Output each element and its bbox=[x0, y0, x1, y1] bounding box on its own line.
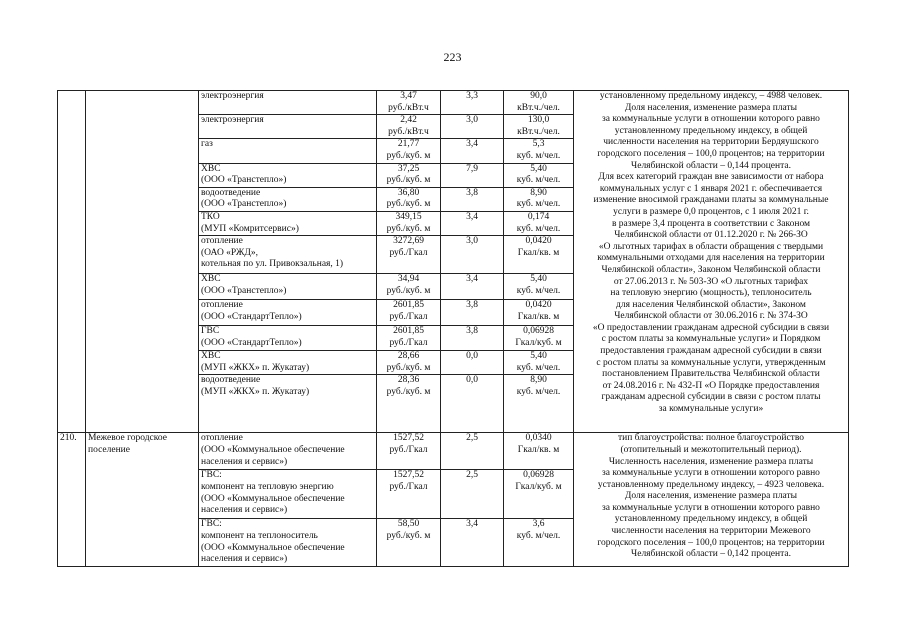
index-cell: 0,0 bbox=[441, 375, 504, 433]
index-cell: 0,0 bbox=[441, 351, 504, 375]
tariff-cell: 2601,85 руб./Гкал bbox=[377, 300, 441, 326]
norm-cell: 0,06928 Гкал/куб. м bbox=[504, 470, 574, 519]
index-cell: 3,8 bbox=[441, 326, 504, 351]
service-cell: электроэнергия bbox=[199, 91, 377, 115]
service-cell: ГВС: компонент на теплоноситель (ООО «Коммунальное обеспечение населения и сервис») bbox=[199, 519, 377, 566]
index-cell: 3,8 bbox=[441, 300, 504, 326]
tariff-table bbox=[57, 90, 849, 567]
tariff-cell: 349,15 руб./куб. м bbox=[377, 211, 441, 235]
settlement-name: Межевое городское поселение bbox=[86, 433, 199, 566]
index-cell: 3,8 bbox=[441, 187, 504, 211]
service-cell: отопление (ООО «Коммунальное обеспечение населения и сервис») bbox=[199, 433, 377, 470]
info-cell: тип благоустройства: полное благоустройство (отопительный и межотопительный период). Численность населения, изменение размера платы за коммунальные услуги в отношении которого равно установленному предельному индексу, – 4923 человека. Доля населения, изменение размера платы за коммунальные услуги в отношении которого равно установленному предельному индексу, в общей численности населения на территории Межевого городского поселения – 100,0 процентов; на территории Челябинской области – 0,142 процента. bbox=[574, 433, 849, 566]
norm-cell: 8,90 куб. м/чел. bbox=[504, 375, 574, 433]
service-cell: электроэнергия bbox=[199, 115, 377, 139]
norm-cell: 0,174 куб. м/чел. bbox=[504, 211, 574, 235]
norm-cell: 0,0420 Гкал/кв. м bbox=[504, 300, 574, 326]
tariff-cell: 2601,85 руб./Гкал bbox=[377, 326, 441, 351]
service-cell: отопление (ООО «СтандартТепло») bbox=[199, 300, 377, 326]
service-cell: ГВС: компонент на тепловую энергию (ООО «Коммунальное обеспечение населения и сервис») bbox=[199, 470, 377, 519]
index-cell: 3,4 bbox=[441, 519, 504, 566]
norm-cell: 130,0 кВт.ч./чел. bbox=[504, 115, 574, 139]
norm-cell: 90,0 кВт.ч./чел. bbox=[504, 91, 574, 115]
index-cell: 3,4 bbox=[441, 139, 504, 163]
tariff-cell: 2,42 руб./кВт.ч bbox=[377, 115, 441, 139]
index-cell: 3,3 bbox=[441, 91, 504, 115]
service-cell: ГВС (ООО «СтандартТепло») bbox=[199, 326, 377, 351]
norm-cell: 5,40 куб. м/чел. bbox=[504, 274, 574, 300]
table-row bbox=[58, 91, 849, 115]
service-cell: ТКО (МУП «Комритсервис») bbox=[199, 211, 377, 235]
page-number: 223 bbox=[443, 50, 462, 64]
tariff-cell: 58,50 руб./куб. м bbox=[377, 519, 441, 566]
tariff-cell: 1527,52 руб./Гкал bbox=[377, 470, 441, 519]
index-cell: 3,0 bbox=[441, 115, 504, 139]
norm-cell: 0,0340 Гкал/кв. м bbox=[504, 433, 574, 470]
tariff-cell: 36,80 руб./куб. м bbox=[377, 187, 441, 211]
tariff-cell: 28,66 руб./куб. м bbox=[377, 351, 441, 375]
settlement-name-cell bbox=[86, 91, 199, 433]
norm-cell: 5,3 куб. м/чел. bbox=[504, 139, 574, 163]
norm-cell: 5,40 куб. м/чел. bbox=[504, 163, 574, 187]
index-cell: 3,4 bbox=[441, 211, 504, 235]
service-cell: отопление (ОАО «РЖД», котельная по ул. Привокзальная, 1) bbox=[199, 236, 377, 274]
tariff-cell: 21,77 руб./куб. м bbox=[377, 139, 441, 163]
tariff-cell: 34,94 руб./куб. м bbox=[377, 274, 441, 300]
index-cell: 2,5 bbox=[441, 470, 504, 519]
index-cell: 7,9 bbox=[441, 163, 504, 187]
tariff-cell: 3272,69 руб./Гкал bbox=[377, 236, 441, 274]
norm-cell: 5,40 куб. м/чел. bbox=[504, 351, 574, 375]
info-cell: установленному предельному индексу, – 4988 человек. Доля населения, изменение размера платы за коммунальные услуги в отношении которого равно установленному предельному индексу, в общей численности населения на территории Бердяушского городского поселения – 100,0 процентов; на территории Челябинской области – 0,144 процента. Для всех категорий граждан вне зависимости от набора коммунальных услуг с 1 января 2021 г. обеспечивается изменение вносимой гражданами платы за коммунальные услуги в размере 0,0 процентов, с 1 июля 2021 г. в размере 3,4 процента в соответствии с Законом Челябинской области от 01.12.2020 г. № 266-ЗО «О льготных тарифах в области обращения с твердыми коммунальными отходами для населения на территории Челябинской области», Законом Челябинской области от 27.06.2013 г. № 503-ЗО «О льготных тарифах на тепловую энергию (мощность), теплоноситель для населения Челябинской области», Законом Челябинской области от 30.06.2016 г. № 374-ЗО «О предоставлении гражданам адресной субсидии в связи с ростом платы за коммунальные услуги» и Порядком предоставления гражданам адресной субсидии в связи с ростом платы за коммунальные услуги, утвержденным постановлением Правительства Челябинской области от 24.08.2016 г. № 432-П «О Порядке предоставления гражданам адресной субсидии в связи с ростом платы за коммунальные услуги» bbox=[574, 91, 849, 433]
row-number: 210. bbox=[58, 433, 86, 566]
tariff-cell: 3,47 руб./кВт.ч bbox=[377, 91, 441, 115]
service-cell: водоотведение (ООО «Транстепло») bbox=[199, 187, 377, 211]
service-cell: ХВС (ООО «Транстепло») bbox=[199, 274, 377, 300]
norm-cell: 0,0420 Гкал/кв. м bbox=[504, 236, 574, 274]
row-number-cell bbox=[58, 91, 86, 433]
norm-cell: 8,90 куб. м/чел. bbox=[504, 187, 574, 211]
table-row bbox=[58, 433, 849, 470]
service-cell: газ bbox=[199, 139, 377, 163]
service-cell: ХВС (МУП «ЖКХ» п. Жукатау) bbox=[199, 351, 377, 375]
norm-cell: 3,6 куб. м/чел. bbox=[504, 519, 574, 566]
service-cell: водоотведение (МУП «ЖКХ» п. Жукатау) bbox=[199, 375, 377, 433]
tariff-cell: 28,36 руб./куб. м bbox=[377, 375, 441, 433]
index-cell: 3,0 bbox=[441, 236, 504, 274]
tariff-cell: 1527,52 руб./Гкал bbox=[377, 433, 441, 470]
service-cell: ХВС (ООО «Транстепло») bbox=[199, 163, 377, 187]
index-cell: 3,4 bbox=[441, 274, 504, 300]
tariff-cell: 37,25 руб./куб. м bbox=[377, 163, 441, 187]
norm-cell: 0,06928 Гкал/куб. м bbox=[504, 326, 574, 351]
index-cell: 2,5 bbox=[441, 433, 504, 470]
